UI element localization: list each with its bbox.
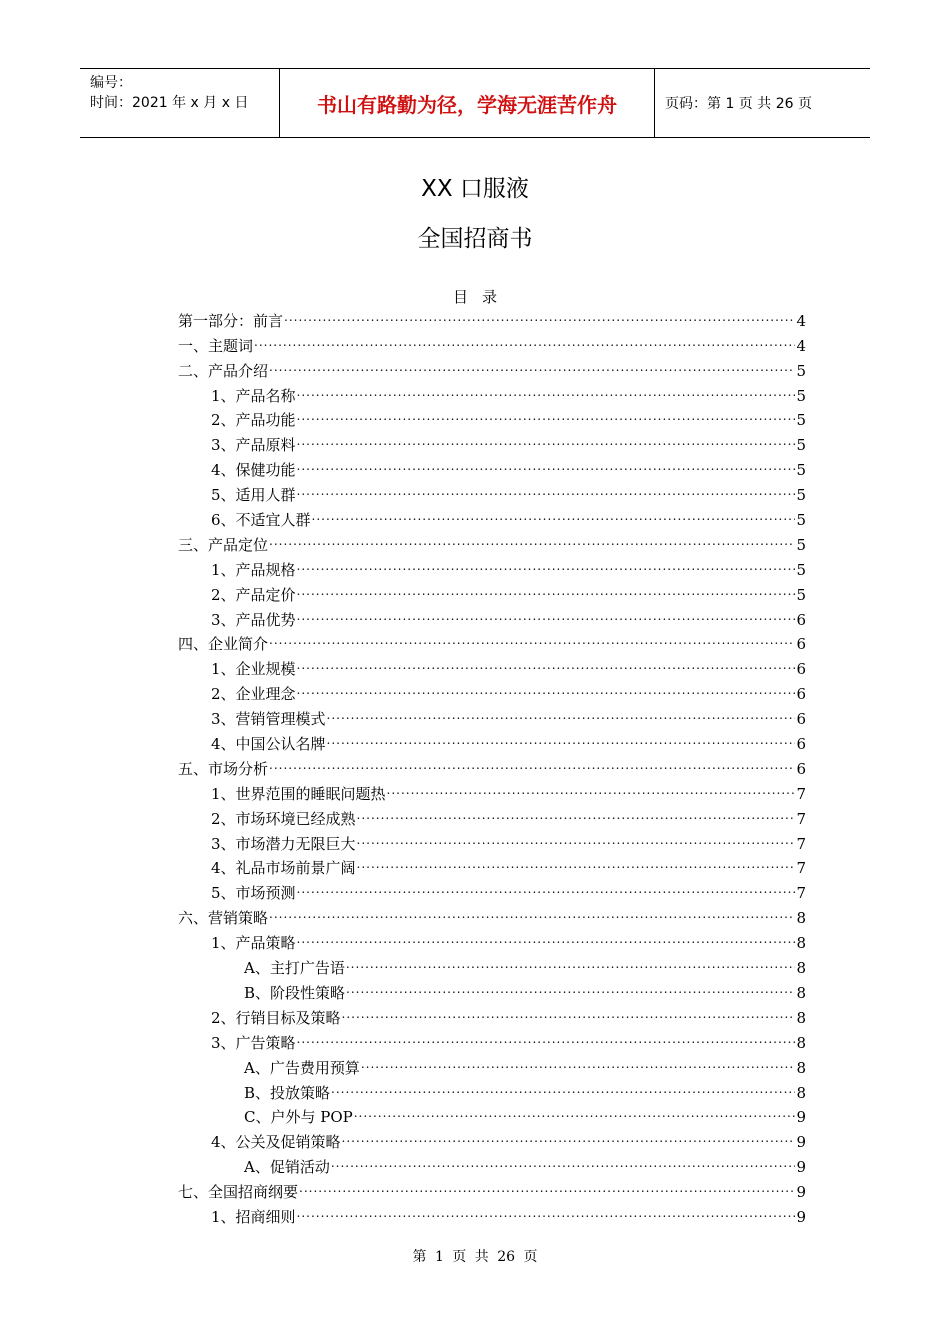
toc-entry-text: 2、行销目标及策略 [211, 1008, 341, 1027]
toc-entry-text: 1、招商细则 [211, 1207, 296, 1226]
toc-leader-dots [346, 977, 795, 1001]
toc-entry-text: 六、营销策略 [178, 909, 269, 928]
header-motto: 书山有路勤为径，学海无涯苦作舟 [280, 69, 655, 137]
toc-entry-text: 五、市场分析 [178, 759, 269, 778]
toc-leader-dots [297, 404, 796, 428]
toc-page-number: 9 [796, 1133, 806, 1152]
toc-leader-dots [297, 380, 796, 404]
toc-entry-text: 1、产品规格 [211, 560, 296, 579]
page-header [80, 68, 870, 138]
toc-page-number: 5 [796, 461, 806, 480]
toc-leader-dots [269, 628, 795, 652]
toc-leader-dots [297, 653, 796, 677]
toc-leader-dots [342, 1002, 796, 1026]
toc-page-number: 6 [796, 685, 806, 704]
toc-page-number: 6 [796, 660, 806, 679]
toc-page-number: 8 [796, 1008, 806, 1027]
toc-entry-text: 1、企业规模 [211, 660, 296, 679]
toc-entry-text: 3、市场潜力无限巨大 [211, 834, 356, 853]
toc-entry-text: 二、产品介绍 [178, 361, 269, 380]
toc-page-number: 8 [796, 1058, 806, 1077]
toc-page-number: 9 [796, 1183, 806, 1202]
toc-entry-text: B、阶段性策略 [244, 983, 346, 1002]
toc-leader-dots [354, 1101, 796, 1125]
toc-entry-text: A、主打广告语 [244, 959, 345, 978]
toc-entry-text: 2、产品定价 [211, 585, 296, 604]
toc-entry-text: 6、不适宜人群 [211, 511, 311, 530]
toc-entry-text: 1、产品策略 [211, 934, 296, 953]
toc-page-number: 4 [796, 311, 806, 330]
toc-page-number: 7 [796, 834, 806, 853]
toc-leader-dots [299, 1176, 795, 1200]
toc-page-number: 5 [796, 436, 806, 455]
toc-entry-text: 5、适用人群 [211, 486, 296, 505]
toc-page-number: 9 [796, 1207, 806, 1226]
toc-leader-dots [327, 703, 796, 727]
toc-entry-text: 1、世界范围的睡眠问题热 [211, 784, 386, 803]
toc-page-number: 5 [796, 535, 806, 554]
toc-page-number: 6 [796, 635, 806, 654]
toc-leader-dots [297, 1027, 796, 1051]
toc-entry-text: 3、营销管理模式 [211, 710, 326, 729]
toc-page-number: 5 [796, 585, 806, 604]
toc-page-number: 5 [796, 386, 806, 405]
toc-page-number: 8 [796, 983, 806, 1002]
toc-entry-text: 4、礼品市场前景广阔 [211, 859, 356, 878]
toc-page-number: 4 [796, 336, 806, 355]
toc-entry-text: A、促销活动 [244, 1158, 330, 1177]
toc-page-number: 7 [796, 859, 806, 878]
toc-entry-text: 七、全国招商纲要 [178, 1183, 299, 1202]
toc-page-number: 6 [796, 759, 806, 778]
toc-page-number: 6 [796, 710, 806, 729]
toc-page-number: 5 [796, 560, 806, 579]
toc-entry-text: 2、产品功能 [211, 411, 296, 430]
toc-entry-text: 1、产品名称 [211, 386, 296, 405]
toc-leader-dots [297, 429, 796, 453]
toc-leader-dots [387, 778, 796, 802]
toc-leader-dots [327, 728, 796, 752]
toc-page-number: 7 [796, 809, 806, 828]
toc-page-number: 8 [796, 1083, 806, 1102]
toc-leader-dots [297, 678, 796, 702]
toc-leader-dots [297, 579, 796, 603]
toc-leader-dots [269, 753, 795, 777]
toc-entry[interactable] [178, 1204, 806, 1229]
toc-page-number: 5 [796, 361, 806, 380]
toc-entry-text: 5、市场预测 [211, 884, 296, 903]
toc-entry-text: 3、广告策略 [211, 1033, 296, 1052]
toc-page-number: 5 [796, 411, 806, 430]
toc-page-number: 7 [796, 884, 806, 903]
toc-entry-text: 四、企业简介 [178, 635, 269, 654]
toc-leader-dots [297, 1201, 796, 1225]
toc-page-number: 8 [796, 1033, 806, 1052]
toc-leader-dots [346, 952, 796, 976]
toc-page-number: 6 [796, 735, 806, 754]
toc-leader-dots [269, 529, 795, 553]
toc-leader-dots [361, 1052, 796, 1076]
toc-leader-dots [331, 1151, 796, 1175]
toc-page-number: 9 [796, 1108, 806, 1127]
toc-page-number: 5 [796, 486, 806, 505]
toc-leader-dots [269, 902, 795, 926]
document-title-line1: XX 口服液 [421, 176, 529, 202]
toc-leader-dots [254, 330, 795, 354]
toc-leader-dots [331, 1077, 795, 1101]
toc-entry-text: 3、产品原料 [211, 436, 296, 455]
toc-page-number: 8 [796, 909, 806, 928]
toc-page-number: 8 [796, 934, 806, 953]
header-page-info: 页码：第 1 页 共 26 页 [665, 96, 812, 112]
toc-leader-dots [269, 355, 795, 379]
toc-page-number: 9 [796, 1158, 806, 1177]
toc-leader-dots [297, 554, 796, 578]
toc-entry-text: 4、中国公认名牌 [211, 735, 326, 754]
toc-entry-text: 4、公关及促销策略 [211, 1133, 341, 1152]
toc-entry-text: B、投放策略 [244, 1083, 331, 1102]
toc-entry-text: 2、企业理念 [211, 685, 296, 704]
toc-leader-dots [357, 828, 796, 852]
toc-entry-text: 4、保健功能 [211, 461, 296, 480]
toc-leader-dots [297, 479, 796, 503]
number-label: 编号： [90, 75, 132, 91]
header-meta [80, 69, 280, 137]
toc-entry-text: A、广告费用预算 [244, 1058, 360, 1077]
table-of-contents [178, 308, 806, 1229]
toc-page-number: 6 [796, 610, 806, 629]
toc-page-number: 7 [796, 784, 806, 803]
toc-entry-text: C、户外与 POP [244, 1108, 353, 1127]
time-label: 时间：2021 年 x 月 x 日 [90, 95, 249, 111]
toc-leader-dots [297, 454, 796, 478]
toc-leader-dots [342, 1126, 796, 1150]
document-title-line2: 全国招商书 [417, 226, 533, 252]
toc-page-number: 8 [796, 959, 806, 978]
toc-leader-dots [284, 305, 795, 329]
toc-leader-dots [357, 852, 796, 876]
toc-leader-dots [312, 504, 796, 528]
toc-entry-text: 第一部分：前言 [178, 311, 284, 330]
toc-heading: 目录 [452, 288, 511, 306]
toc-leader-dots [297, 877, 796, 901]
toc-entry-text: 一、主题词 [178, 336, 254, 355]
toc-leader-dots [297, 604, 796, 628]
toc-entry-text: 2、市场环境已经成熟 [211, 809, 356, 828]
toc-entry-text: 三、产品定位 [178, 535, 269, 554]
toc-leader-dots [357, 803, 796, 827]
toc-page-number: 5 [796, 511, 806, 530]
page-footer: 第 1 页 共 26 页 [412, 1249, 538, 1265]
toc-leader-dots [297, 927, 796, 951]
toc-entry-text: 3、产品优势 [211, 610, 296, 629]
